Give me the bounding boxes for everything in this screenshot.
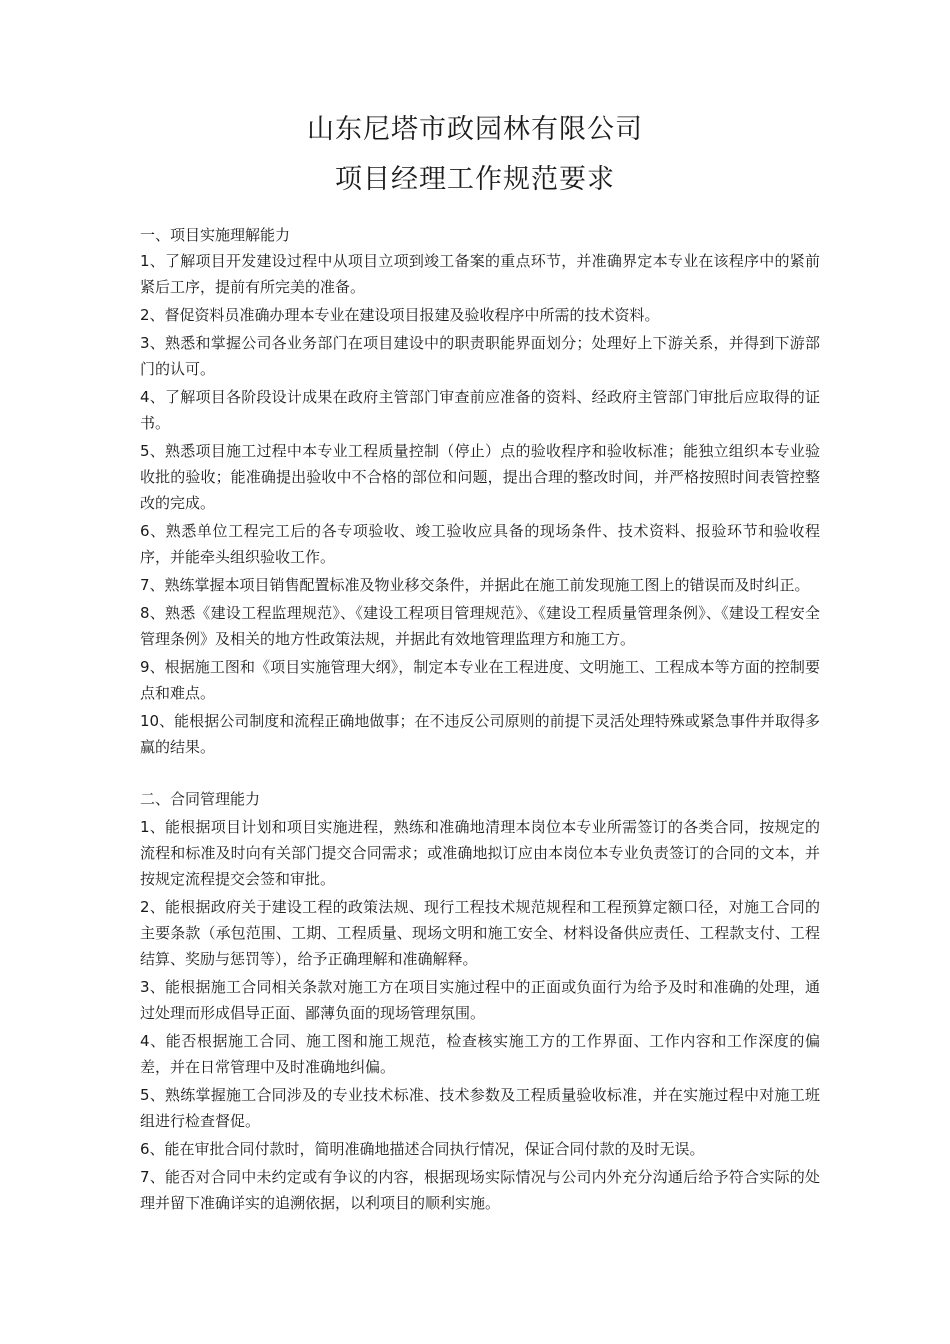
section-spacer: [140, 760, 820, 786]
document-body: [140, 222, 820, 1216]
requirement-list: [140, 814, 820, 1216]
list-item: 3、能根据施工合同相关条款对施工方在项目实施过程中的正面或负面行为给予及时和准确的处理，通过处理而形成倡导正面、鄙薄负面的现场管理氛围。: [140, 978, 820, 1022]
list-item: 7、能否对合同中未约定或有争议的内容，根据现场实际情况与公司内外充分沟通后给予符合实际的处理并留下准确详实的追溯依据，以利项目的顺利实施。: [140, 1168, 820, 1212]
document-title: 项目经理工作规范要求: [335, 164, 615, 195]
list-item: 3、熟悉和掌握公司各业务部门在项目建设中的职责职能界面划分；处理好上下游关系，并得到下游部门的认可。: [140, 334, 820, 378]
list-item: 5、熟练掌握施工合同涉及的专业技术标准、技术参数及工程质量验收标准，并在实施过程中对施工班组进行检查督促。: [140, 1086, 820, 1130]
list-item: 4、了解项目各阶段设计成果在政府主管部门审查前应准备的资料、经政府主管部门审批后应取得的证书。: [140, 388, 820, 432]
list-item: 10、能根据公司制度和流程正确地做事；在不违反公司原则的前提下灵活处理特殊或紧急事件并取得多赢的结果。: [140, 712, 820, 756]
list-item: 6、能在审批合同付款时，简明准确地描述合同执行情况，保证合同付款的及时无误。: [140, 1140, 705, 1158]
section-project-understanding: [140, 222, 820, 760]
section-contract-management: [140, 786, 820, 1216]
list-item: 5、熟悉项目施工过程中本专业工程质量控制（停止）点的验收程序和验收标准；能独立组织本专业验收批的验收；能准确提出验收中不合格的部位和问题，提出合理的整改时间，并严格按照时间表管控整改的完成。: [140, 442, 820, 512]
list-item: 1、了解项目开发建设过程中从项目立项到竣工备案的重点环节，并准确界定本专业在该程序中的紧前紧后工序，提前有所完美的准备。: [140, 252, 820, 296]
list-item: 6、熟悉单位工程完工后的各专项验收、竣工验收应具备的现场条件、技术资料、报验环节和验收程序，并能牵头组织验收工作。: [140, 522, 820, 566]
section-heading: 二、合同管理能力: [140, 790, 261, 808]
list-item: 7、熟练掌握本项目销售配置标准及物业移交条件，并据此在施工前发现施工图上的错误而及时纠正。: [140, 576, 810, 594]
requirement-list: [140, 248, 820, 760]
list-item: 4、能否根据施工合同、施工图和施工规范，检查核实施工方的工作界面、工作内容和工作深度的偏差，并在日常管理中及时准确地纠偏。: [140, 1032, 820, 1076]
section-heading: 一、项目实施理解能力: [140, 226, 291, 244]
list-item: 8、熟悉《建设工程监理规范》、《建设工程项目管理规范》、《建设工程质量管理条例》、《建设工程安全管理条例》及相关的地方性政策法规，并据此有效地管理监理方和施工方。: [140, 604, 820, 648]
company-name: 山东尼塔市政园林有限公司: [307, 114, 643, 145]
list-item: 2、能根据政府关于建设工程的政策法规、现行工程技术规范规程和工程预算定额口径，对施工合同的主要条款（承包范围、工期、工程质量、现场文明和施工安全、材料设备供应责任、工程款支付、工程结算、奖励与惩罚等），给予正确理解和准确解释。: [140, 898, 820, 968]
list-item: 1、能根据项目计划和项目实施进程，熟练和准确地清理本岗位本专业所需签订的各类合同，按规定的流程和标准及时向有关部门提交合同需求；或准确地拟订应由本岗位本专业负责签订的合同的文本，并按规定流程提交会签和审批。: [140, 818, 820, 888]
list-item: 9、根据施工图和《项目实施管理大纲》，制定本专业在工程进度、文明施工、工程成本等方面的控制要点和难点。: [140, 658, 820, 702]
list-item: 2、督促资料员准确办理本专业在建设项目报建及验收程序中所需的技术资料。: [140, 306, 660, 324]
